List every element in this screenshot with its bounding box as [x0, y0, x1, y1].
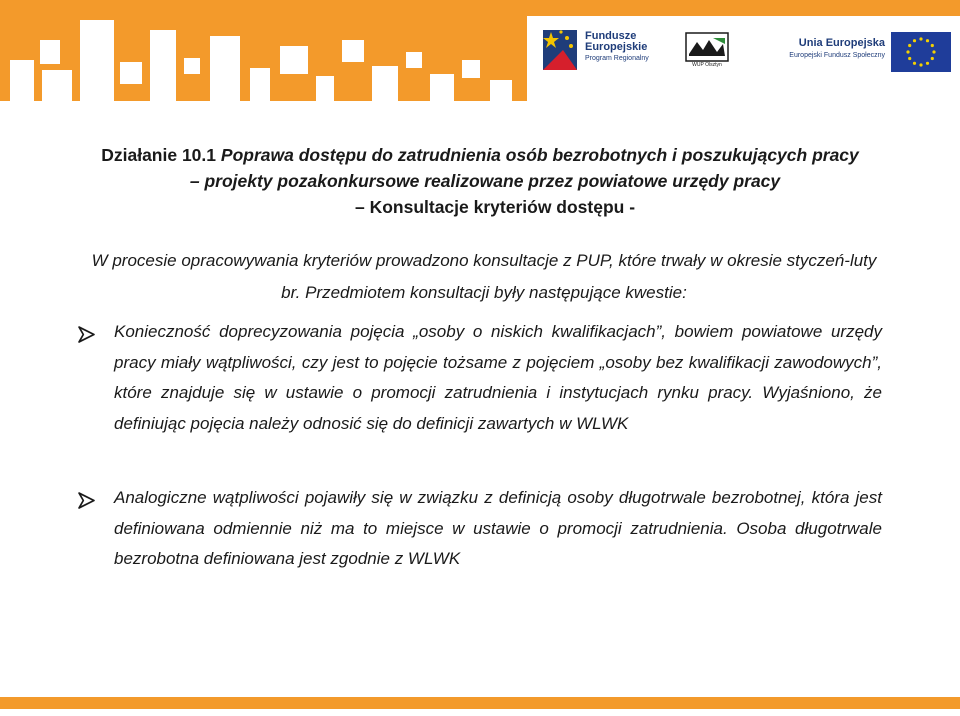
unia-europejska-logo [761, 28, 957, 78]
decorative-square [316, 76, 334, 101]
title-prefix: Działanie 10.1 [101, 145, 217, 165]
decorative-square [280, 46, 308, 74]
decorative-square [80, 20, 114, 101]
fundusze-europejskie-logo [537, 26, 677, 80]
title-line-2: – projekty pozakonkursowe realizowane przez powiatowe urzędy pracy [189, 171, 781, 191]
decorative-square [372, 66, 398, 101]
ue-line1: Unia Europejska [798, 37, 885, 49]
decorative-square [250, 68, 270, 101]
bullet-item [78, 317, 882, 440]
fe-line3: Program Regionalny [585, 55, 649, 62]
wup-emblem-icon [685, 32, 729, 62]
eu-flag-icon [891, 32, 951, 72]
decorative-square [150, 30, 176, 101]
decorative-square [210, 36, 240, 101]
decorative-square [10, 60, 34, 101]
bullet-text: Konieczność doprecyzowania pojęcia „osoby o niskich kwalifikacjach”, bowiem powiatowe urzędy pracy miały wątpliwości, czy jest to pojęcie tożsame z pojęciem „osoby bez kwalifikacji zawodowych”, które znajduje się w ustawie o promocji zatrudnienia i instytucjach rynku pracy. Wyjaśniono, że definiując pojęcia należy odnosić się do definicji zawartych w WLWK [114, 322, 882, 434]
ue-line2: Europejski Fundusz Społeczny [789, 52, 885, 59]
decorative-square [342, 40, 364, 62]
fe-line1: Fundusze [585, 30, 637, 42]
bullet-text: Analogiczne wątpliwości pojawiły się w związku z definicją osoby długotrwale bezrobotnej, która jest definiowana odmiennie niż ma to miejsce w ustawie o promocji zatrudnienia. Osoba długotrwale bezrobotna definiowana jest zgodnie z WLWK [114, 488, 882, 569]
decorative-square [42, 70, 72, 101]
arrow-bullet-icon [78, 326, 95, 343]
bottom-bar [0, 697, 960, 709]
decorative-square [40, 40, 60, 64]
decorative-square [120, 62, 142, 84]
title-line-3: – Konsultacje kryteriów dostępu - [354, 197, 636, 217]
slide-title [72, 142, 888, 220]
header-banner [0, 0, 960, 101]
wup-logo [685, 32, 729, 70]
arrow-bullet-icon [78, 492, 95, 509]
logos-strip [527, 16, 960, 101]
title-line-1 [72, 142, 888, 168]
title-line1-rest: Poprawa dostępu do zatrudnienia osób bezrobotnych i poszukujących pracy [220, 145, 859, 165]
decorative-square [490, 80, 512, 101]
fe-line2: Europejskie [585, 41, 648, 53]
decorative-square [406, 52, 422, 68]
decorative-square [430, 74, 454, 101]
bullet-item [78, 483, 882, 575]
decorative-square [462, 60, 480, 78]
wup-label: WUP Olsztyn [692, 62, 722, 68]
fe-star-icon [537, 26, 581, 76]
decorative-square [184, 58, 200, 74]
intro-paragraph: W procesie opracowywania kryteriów prowadzono konsultacje z PUP, które trwały w okresie styczeń-luty br. Przedmiotem konsultacji były następujące kwestie: [91, 251, 877, 302]
